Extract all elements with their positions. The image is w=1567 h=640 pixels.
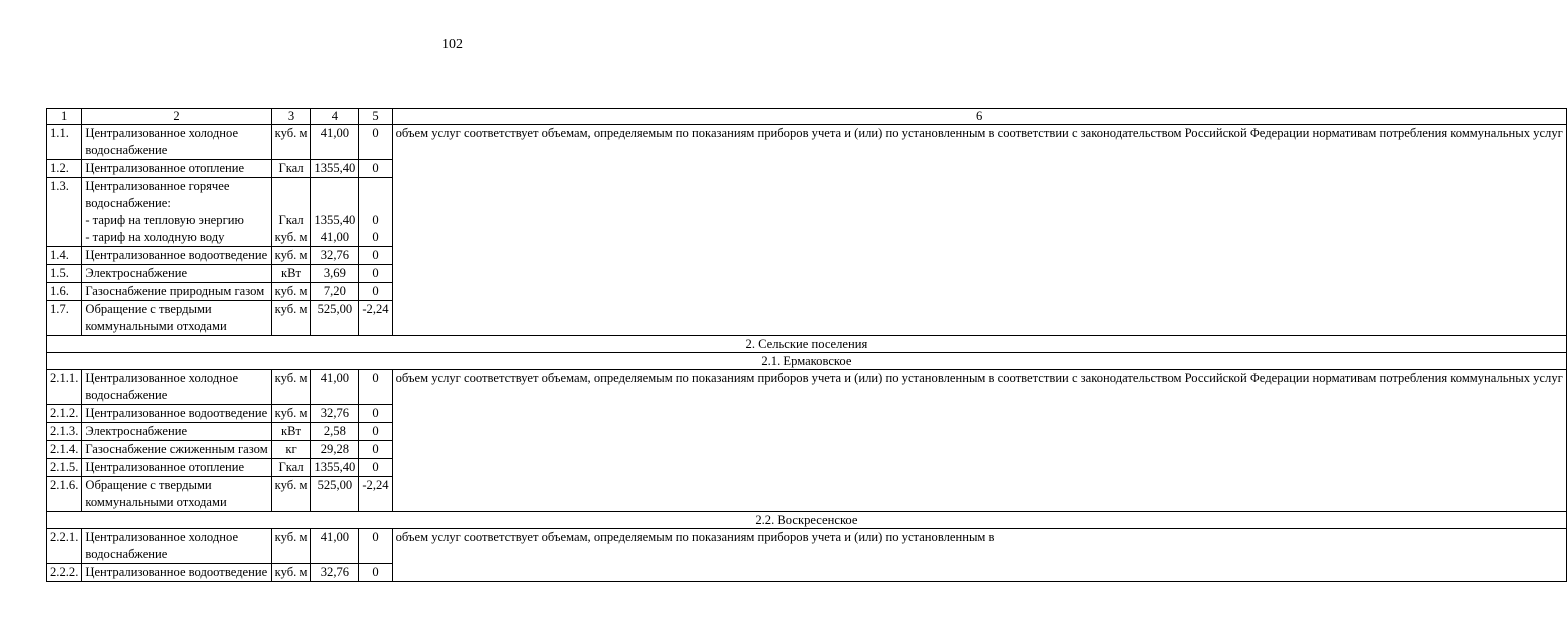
subsection-title: 2.2. Воскресенское bbox=[47, 512, 1567, 529]
subsection-row bbox=[47, 353, 1567, 370]
row-number: 1.5. bbox=[47, 265, 82, 283]
row-number: 2.1.3. bbox=[47, 423, 82, 441]
unit-cell: кВт bbox=[271, 423, 311, 441]
value-cell: 3,69 bbox=[311, 265, 359, 283]
unit-cell: куб. м bbox=[271, 247, 311, 265]
change-cell: 0 bbox=[359, 564, 392, 582]
header-cell: 1 bbox=[47, 109, 82, 125]
note-cell: объем услуг соответствует объемам, определяемым по показаниям приборов учета и (или) по установленным в соответствии с законодательством Российской Федерации нормативам потребления коммунальных услуг bbox=[392, 370, 1566, 512]
row-number: 1.3. bbox=[47, 178, 82, 247]
change-cell: 0 bbox=[359, 370, 392, 405]
service-name: Централизованное горячее водоснабжение: - тариф на тепловую энергию - тариф на холодную воду bbox=[82, 178, 271, 247]
change-cell: -2,24 bbox=[359, 477, 392, 512]
section-title: 2. Сельские поселения bbox=[47, 336, 1567, 353]
section-row bbox=[47, 336, 1567, 353]
change-cell: 0 0 bbox=[359, 178, 392, 247]
value-cell: 525,00 bbox=[311, 477, 359, 512]
unit-cell: куб. м bbox=[271, 477, 311, 512]
subsection-row bbox=[47, 512, 1567, 529]
service-name: Газоснабжение природным газом bbox=[82, 283, 271, 301]
header-row bbox=[47, 109, 1567, 125]
row-number: 2.1.5. bbox=[47, 459, 82, 477]
row-number: 1.6. bbox=[47, 283, 82, 301]
change-cell: 0 bbox=[359, 160, 392, 178]
service-name: Обращение с твердыми коммунальными отходами bbox=[82, 301, 271, 336]
row-number: 2.1.2. bbox=[47, 405, 82, 423]
subsection-title: 2.1. Ермаковское bbox=[47, 353, 1567, 370]
row-number: 2.1.1. bbox=[47, 370, 82, 405]
table-row bbox=[47, 370, 1567, 405]
change-cell: 0 bbox=[359, 529, 392, 564]
row-number: 2.1.6. bbox=[47, 477, 82, 512]
service-name: Централизованное холодное водоснабжение bbox=[82, 370, 271, 405]
service-name: Обращение с твердыми коммунальными отходами bbox=[82, 477, 271, 512]
note-cell: объем услуг соответствует объемам, определяемым по показаниям приборов учета и (или) по установленным в bbox=[392, 529, 1566, 582]
unit-cell: куб. м bbox=[271, 405, 311, 423]
header-cell: 3 bbox=[271, 109, 311, 125]
unit-cell: кг bbox=[271, 441, 311, 459]
unit-cell: куб. м bbox=[271, 301, 311, 336]
service-name: Централизованное отопление bbox=[82, 459, 271, 477]
change-cell: 0 bbox=[359, 125, 392, 160]
row-number: 1.7. bbox=[47, 301, 82, 336]
value-cell: 1355,40 bbox=[311, 160, 359, 178]
value-cell: 525,00 bbox=[311, 301, 359, 336]
value-cell: 41,00 bbox=[311, 125, 359, 160]
service-name: Централизованное холодное водоснабжение bbox=[82, 529, 271, 564]
service-name: Централизованное холодное водоснабжение bbox=[82, 125, 271, 160]
value-cell: 41,00 bbox=[311, 370, 359, 405]
change-cell: 0 bbox=[359, 441, 392, 459]
header-cell: 4 bbox=[311, 109, 359, 125]
unit-cell: Гкал bbox=[271, 459, 311, 477]
value-cell: 32,76 bbox=[311, 405, 359, 423]
value-cell: 41,00 bbox=[311, 529, 359, 564]
unit-cell: куб. м bbox=[271, 370, 311, 405]
note-cell: объем услуг соответствует объемам, определяемым по показаниям приборов учета и (или) по установленным в соответствии с законодательством Российской Федерации нормативам потребления коммунальных услуг bbox=[392, 125, 1566, 336]
page-number: 102 bbox=[442, 37, 463, 52]
row-number: 2.2.2. bbox=[47, 564, 82, 582]
service-name: Централизованное водоотведение bbox=[82, 247, 271, 265]
unit-cell: Гкал куб. м bbox=[271, 178, 311, 247]
value-cell: 1355,40 41,00 bbox=[311, 178, 359, 247]
change-cell: 0 bbox=[359, 423, 392, 441]
unit-cell: куб. м bbox=[271, 283, 311, 301]
change-cell: 0 bbox=[359, 405, 392, 423]
change-cell: -2,24 bbox=[359, 301, 392, 336]
change-cell: 0 bbox=[359, 247, 392, 265]
change-cell: 0 bbox=[359, 283, 392, 301]
service-name: Электроснабжение bbox=[82, 423, 271, 441]
change-cell: 0 bbox=[359, 459, 392, 477]
service-name: Централизованное водоотведение bbox=[82, 405, 271, 423]
service-name: Централизованное водоотведение bbox=[82, 564, 271, 582]
value-cell: 29,28 bbox=[311, 441, 359, 459]
service-name: Централизованное отопление bbox=[82, 160, 271, 178]
unit-cell: кВт bbox=[271, 265, 311, 283]
row-number: 2.1.4. bbox=[47, 441, 82, 459]
header-cell: 6 bbox=[392, 109, 1566, 125]
unit-cell: куб. м bbox=[271, 125, 311, 160]
unit-cell: куб. м bbox=[271, 529, 311, 564]
table-row bbox=[47, 125, 1567, 160]
value-cell: 7,20 bbox=[311, 283, 359, 301]
unit-cell: куб. м bbox=[271, 564, 311, 582]
table-row bbox=[47, 529, 1567, 564]
value-cell: 32,76 bbox=[311, 564, 359, 582]
value-cell: 32,76 bbox=[311, 247, 359, 265]
header-cell: 5 bbox=[359, 109, 392, 125]
change-cell: 0 bbox=[359, 265, 392, 283]
value-cell: 2,58 bbox=[311, 423, 359, 441]
row-number: 2.2.1. bbox=[47, 529, 82, 564]
row-number: 1.1. bbox=[47, 125, 82, 160]
row-number: 1.4. bbox=[47, 247, 82, 265]
row-number: 1.2. bbox=[47, 160, 82, 178]
value-cell: 1355,40 bbox=[311, 459, 359, 477]
unit-cell: Гкал bbox=[271, 160, 311, 178]
service-name: Электроснабжение bbox=[82, 265, 271, 283]
service-name: Газоснабжение сжиженным газом bbox=[82, 441, 271, 459]
tariff-table bbox=[46, 108, 1567, 582]
header-cell: 2 bbox=[82, 109, 271, 125]
